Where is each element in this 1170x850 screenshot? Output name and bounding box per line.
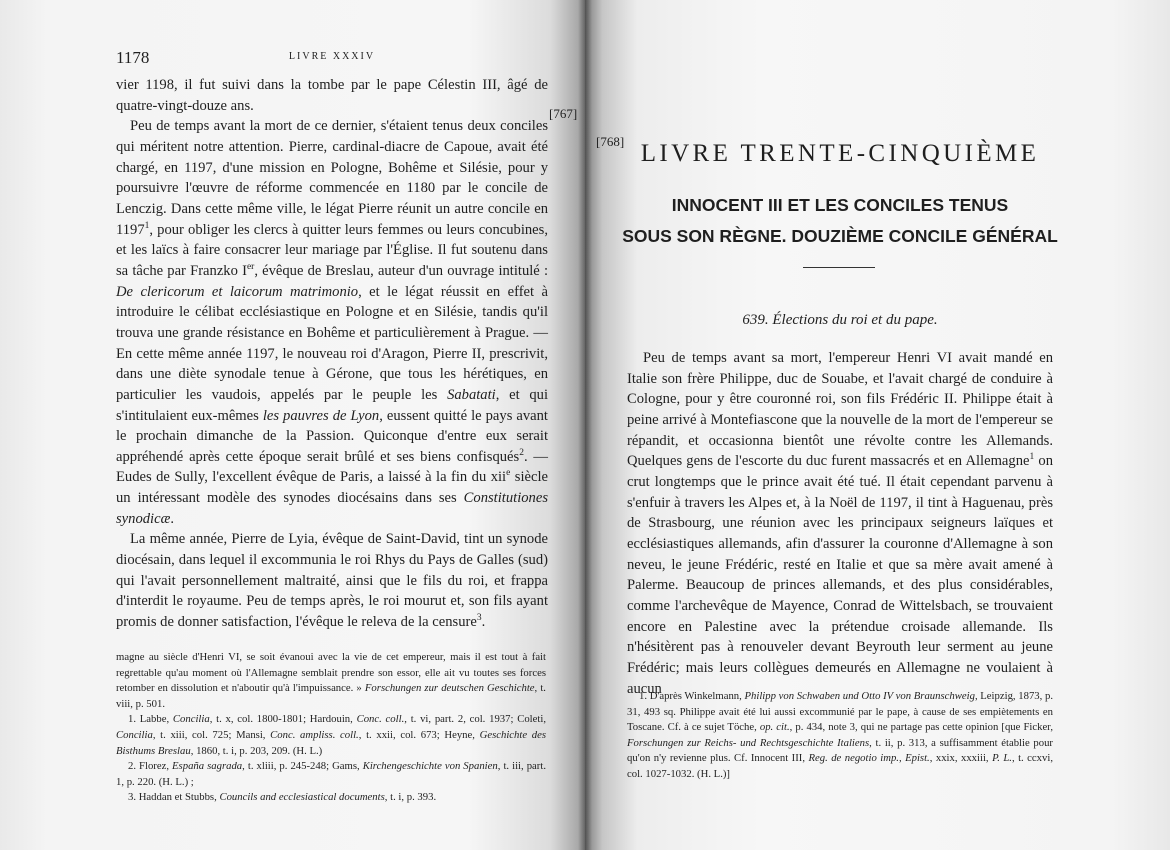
right-body-text [627, 348, 1053, 699]
running-title: LIVRE XXXIV [288, 51, 376, 62]
section-title: 639. Élections du roi et du pape. [742, 312, 938, 328]
running-head [116, 48, 548, 70]
page-number: 1178 [116, 48, 150, 67]
margin-reference-767: [767] [549, 106, 578, 121]
right-footnotes [627, 689, 1053, 783]
margin-reference-768: [768] [596, 134, 625, 149]
book-gutter [578, 0, 592, 850]
paragraph-continued: vier 1198, il fut suivi dans la tombe par le pape Célestin III, âgé de quatre-vingt-douze ans. [116, 77, 548, 114]
paragraph-elections: Peu de temps avant sa mort, l'empereur Henri VI avait mandé en Italie son frère Philippe, duc de Souabe, et l'avait chargé de conduire à Cologne, pour y être couronné roi, son fils Frédéric II. Philippe était à peine arrivé à Montefiascone que la nouvelle de la mort de l'empereur se répandit, et occasionna bientôt une révolte contre les Allemands. Quelques gens de l'escorte du duc furent massacrés et en Allemagne$^1$ on crut longtemps que le prince avait été tué. Il était cependant parvenu à s'enfuir à travers les Alpes et, à la Noël de 1197, il tint à Haguenau, près de Strasbourg, une réunion avec les principaux seigneurs laïques et ecclésiastiques allemands, afin d'assurer la couronne d'Allemagne à son neveu, le jeune Frédéric, resté en Italie et que sa mère avait amené à Palerme. Beaucoup de princes allemands, et des plus considérables, comme l'archevêque de Mayence, Conrad de Wittelsbach, se trouvaient encore en Palestine avec la prétendue croisade allemande. Ils n'hésitèrent pas à renouveler devant Beyrouth leur serment au jeune Frédéric; mais leurs collègues demeurés en Allemagne ne voulaient à aucun [627, 350, 1053, 697]
left-footnotes [116, 650, 546, 806]
title-rule [803, 267, 875, 268]
footnote-3: 3. Haddan et Stubbs, Councils and ecclesiastical documents, t. i, p. 393. [128, 791, 437, 804]
footnote-1-right: 1. D'après Winkelmann, Philipp von Schwaben und Otto IV von Braunschweig, Leipzig, 1873, p. 31, 493 sq. Philippe avait été lui aussi excommunié par le pape, à cause de ses empiètements en Toscane. Cf. à ce sujet Töche, op. cit., p. 434, note 3, qui ne partage pas cette opinion [que Ficker, Forschungen zur Reichs- und Rechtsgeschichte Italiens, t. ii, p. 313, a suffisamment établie pour qu'on n'y revienne plus. Cf. Innocent III, Reg. de negotio imp., Epist., xxix, xxxiii, P. L., t. ccxvi, col. 1027-1032. (H. L.)] [627, 690, 1054, 780]
chapter-title-line-1: INNOCENT III ET LES CONCILES TENUS [671, 195, 1009, 215]
paragraph-saint-david: La même année, Pierre de Lyia, évêque de Saint-David, tint un synode diocésain, dans lequel il excommunia le roi Rhys du Pays de Galles (sud) qui l'avait personnellement maltraité, ainsi que le fils du roi, et frappa d'interdit le royaume. Peu de temps après, le roi mourut et, son fils ayant promis de donner satisfaction, l'évêque le releva de la censure$^3$. [116, 531, 548, 631]
chapter-title [610, 190, 1070, 252]
chapter-title-line-2: SOUS SON RÈGNE. DOUZIÈME CONCILE GÉNÉRAL [622, 226, 1058, 246]
footnote-1: 1. Labbe, Concilia, t. x, col. 1800-1801; Hardouin, Conc. coll., t. vi, part. 2, col. 1937; Coleti, Concilia, t. xiii, col. 725; Mansi, Conc. ampliss. coll., t. xxii, col. 673; Heyne, Geschichte des Bisthums Breslau, 1860, t. i, p. 203, 209. (H. L.) [116, 713, 546, 757]
paragraph-councils: Peu de temps avant la mort de ce dernier, s'étaient tenus deux conciles qui méritent notre attention. Pierre, cardinal-diacre de Capoue, avait été chargé, en 1197, d'une mission en Pologne, Bohême et Silésie, pour y poursuivre l'œuvre de réforme commencée en 1180 par le concile de Lenczig. Dans cette même ville, le légat Pierre réunit un autre concile en 1197$^1$, pour obliger les clercs à quitter leurs femmes ou leurs concubines, et les laïcs à faire consacrer leur mariage par l'Église. Il fut soutenu dans sa tâche par Franzko Ier, évêque de Breslau, auteur d'un ouvrage intitulé : De clericorum et laicorum matrimonio, et le légat réussit en effet à introduire le célibat ecclésiastique en Pologne et en Silésie, tandis qu'il trouva une grande résistance en Bohême et particulièrement à Prague. — En cette même année 1197, le nouveau roi d'Aragon, Pierre II, prescrivit, dans une diète synodale tenue à Gérone, que tous les hérétiques, en particulier les vaudois, appelés par le peuple les Sabatati, et qui s'intitulaient eux-mêmes les pauvres de Lyon, eussent quitté le pays avant le prochain dimanche de la Passion. Quiconque d'entre eux serait appréhendé après cette époque serait brûlé et ses biens confisqués$^2$. — Eudes de Sully, l'excellent évêque de Paris, a laissé à la fin du xii$^e$ siècle un intéressant modèle des synodes diocésains dans ses Constitutiones synodicæ. [116, 118, 549, 527]
footnote-continuation: magne au siècle d'Henri VI, se soit évanoui avec la vie de cet empereur, mais il est tout à fait regrettable qu'au moment où l'Allemagne semblait prendre son essor, elle ait vu toutes ses forces retomber en dissolution et n'aboutir qu'à l'impuissance. » Forschungen zur deutschen Geschichte, t. viii, p. 501. [116, 651, 546, 710]
book-title: LIVRE TRENTE-CINQUIÈME [640, 140, 1040, 167]
left-body-text [116, 75, 548, 633]
footnote-2: 2. Florez, España sagrada, t. xliii, p. 245-248; Gams, Kirchengeschichte von Spanien, t. iii, part. 1, p. 220. (H. L.) ; [116, 760, 546, 788]
